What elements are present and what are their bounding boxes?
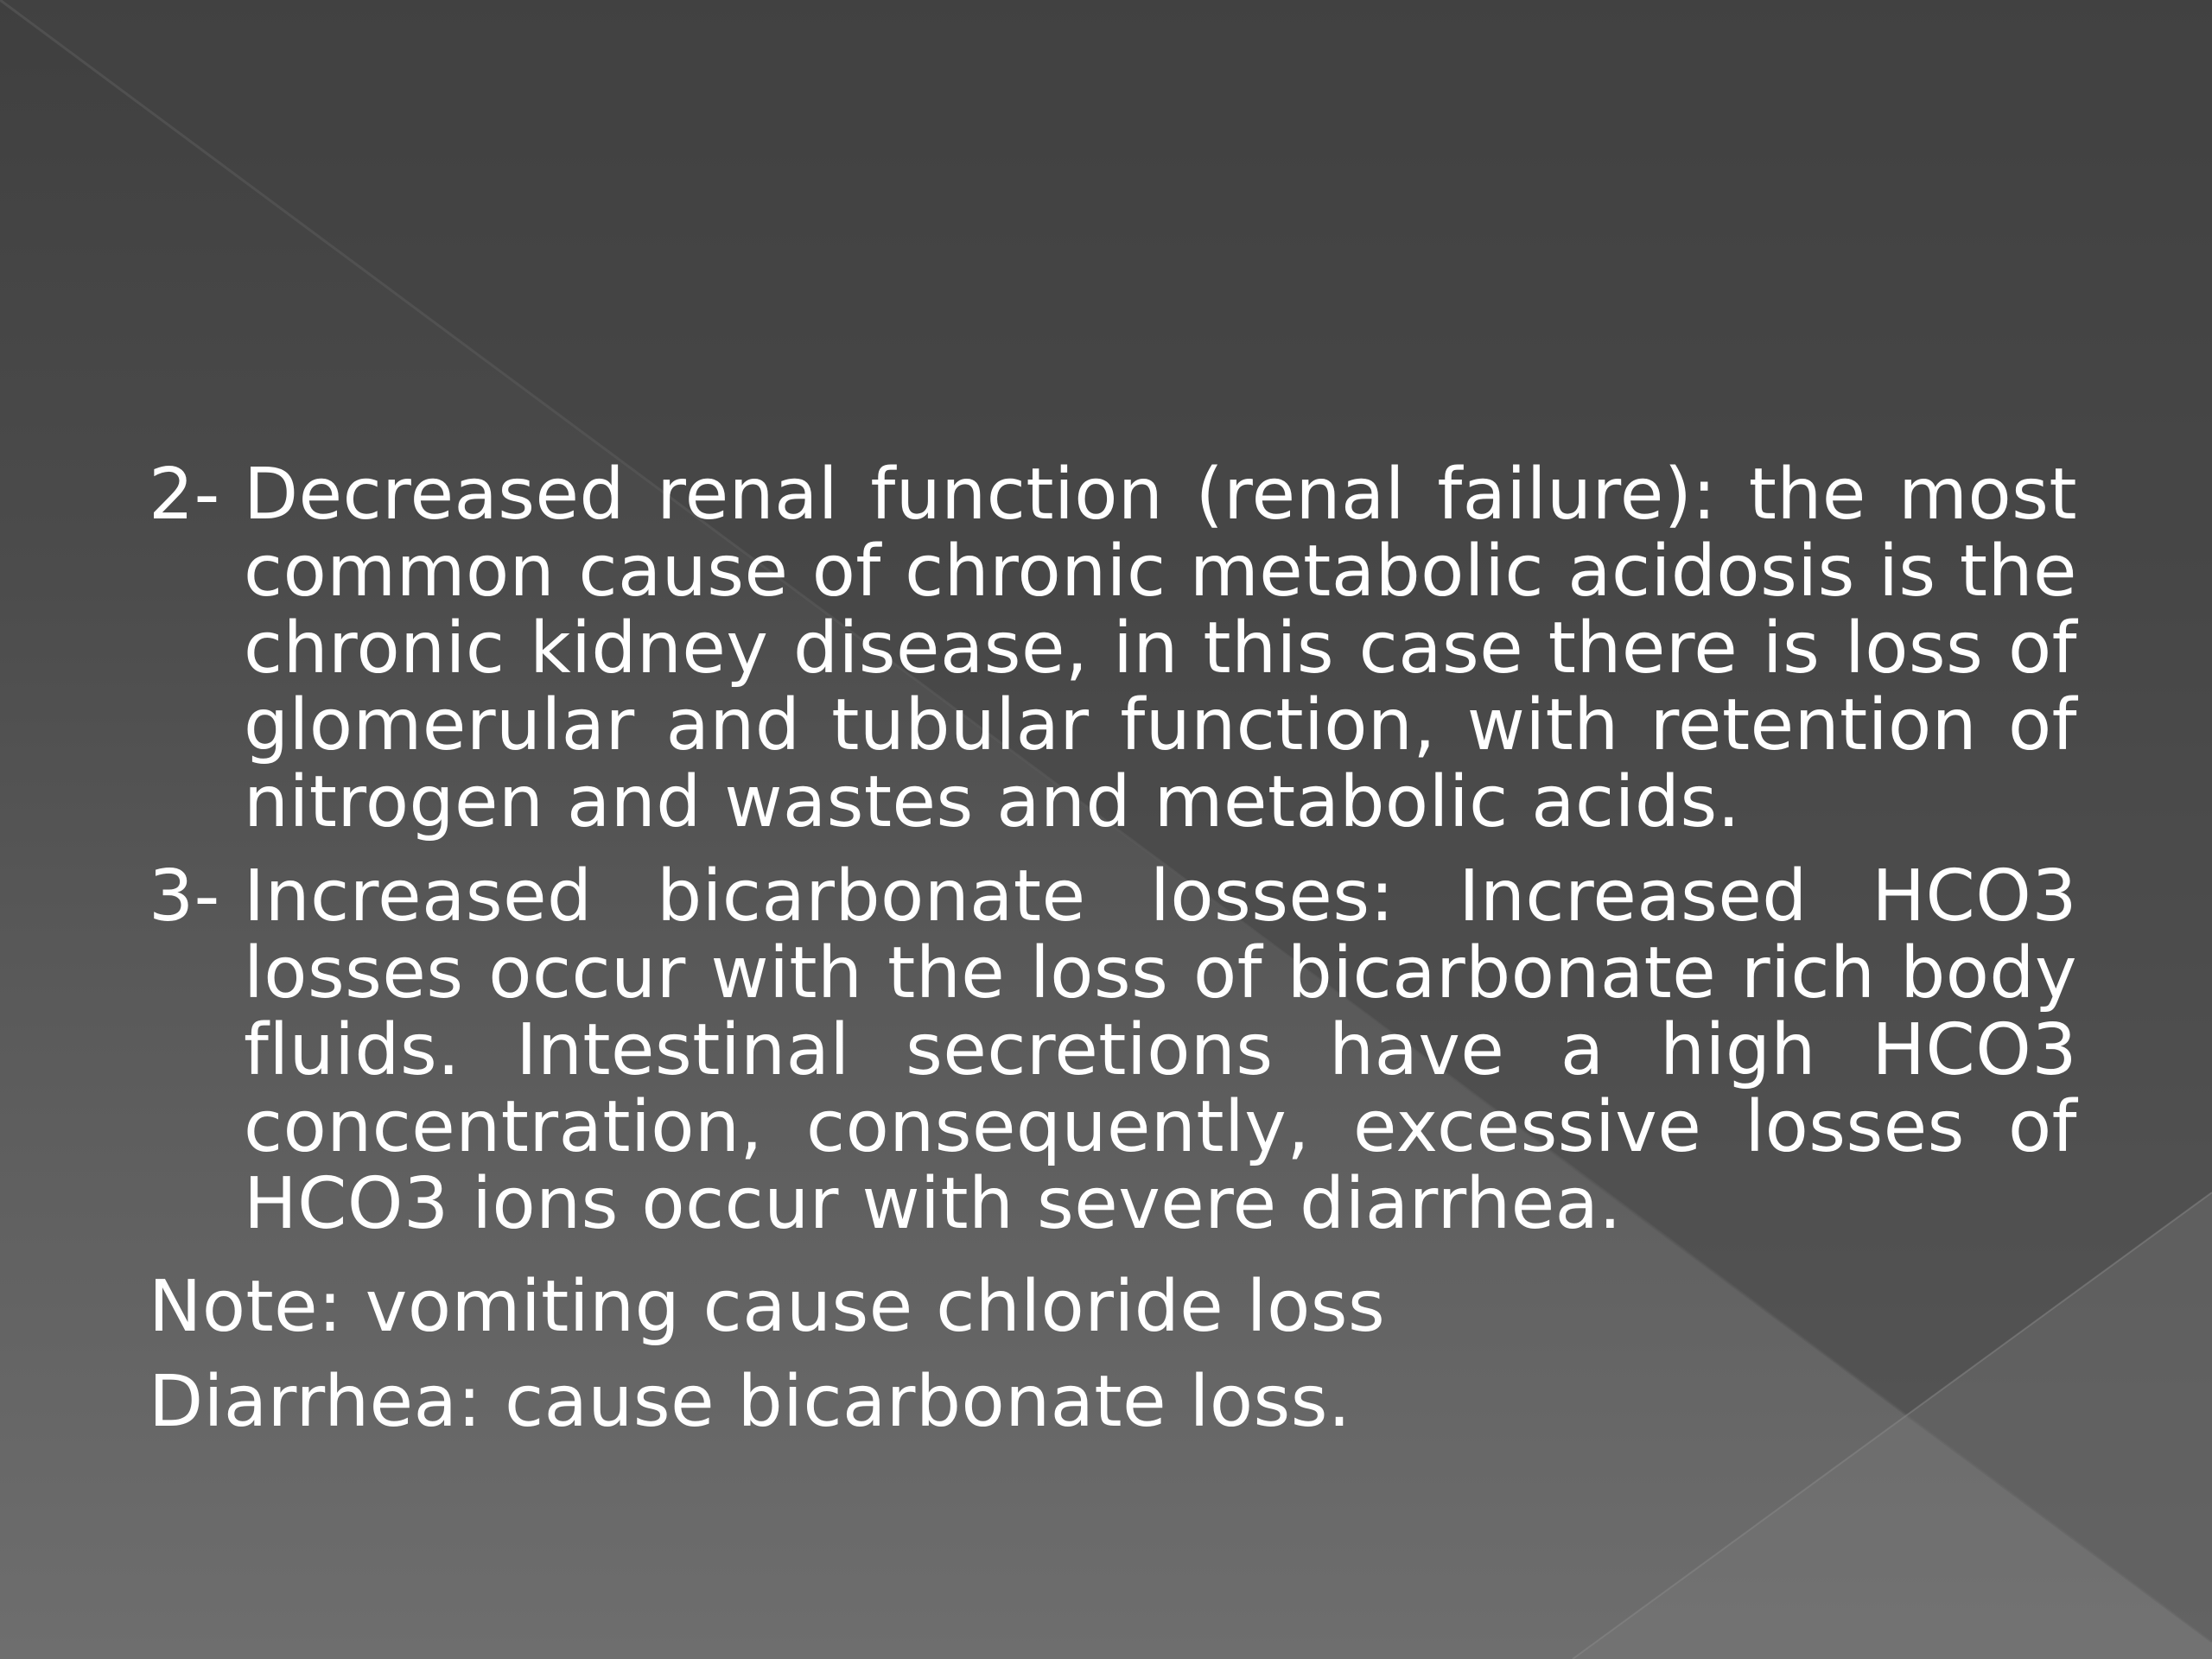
list-item: [149, 456, 2077, 841]
list-item-number: 2-: [149, 454, 220, 536]
list-item-number: 3-: [149, 855, 220, 938]
note-line: Note: vomiting cause chloride loss: [149, 1266, 1386, 1348]
list-item: [149, 855, 2077, 1245]
note-line: Diarrhea: cause bicarbonate loss.: [149, 1361, 1351, 1443]
list-item-text: Increased bicarbonate losses: Increased HCO3 losses occur with the loss of bicarbonate rich body fluids. Intestinal secretions have a high HCO3 concentration, consequently, excessive losses of HCO3 ions occur with severe diarrhea.: [244, 855, 2077, 1245]
list-item-text: Decreased renal function (renal failure): the most common cause of chronic metabolic acidosis is the chronic kidney disease, in this case there is loss of glomerular and tubular function, with retention of nitrogen and wastes and metabolic acids.: [244, 454, 2077, 843]
slide-content: [149, 456, 2077, 1450]
